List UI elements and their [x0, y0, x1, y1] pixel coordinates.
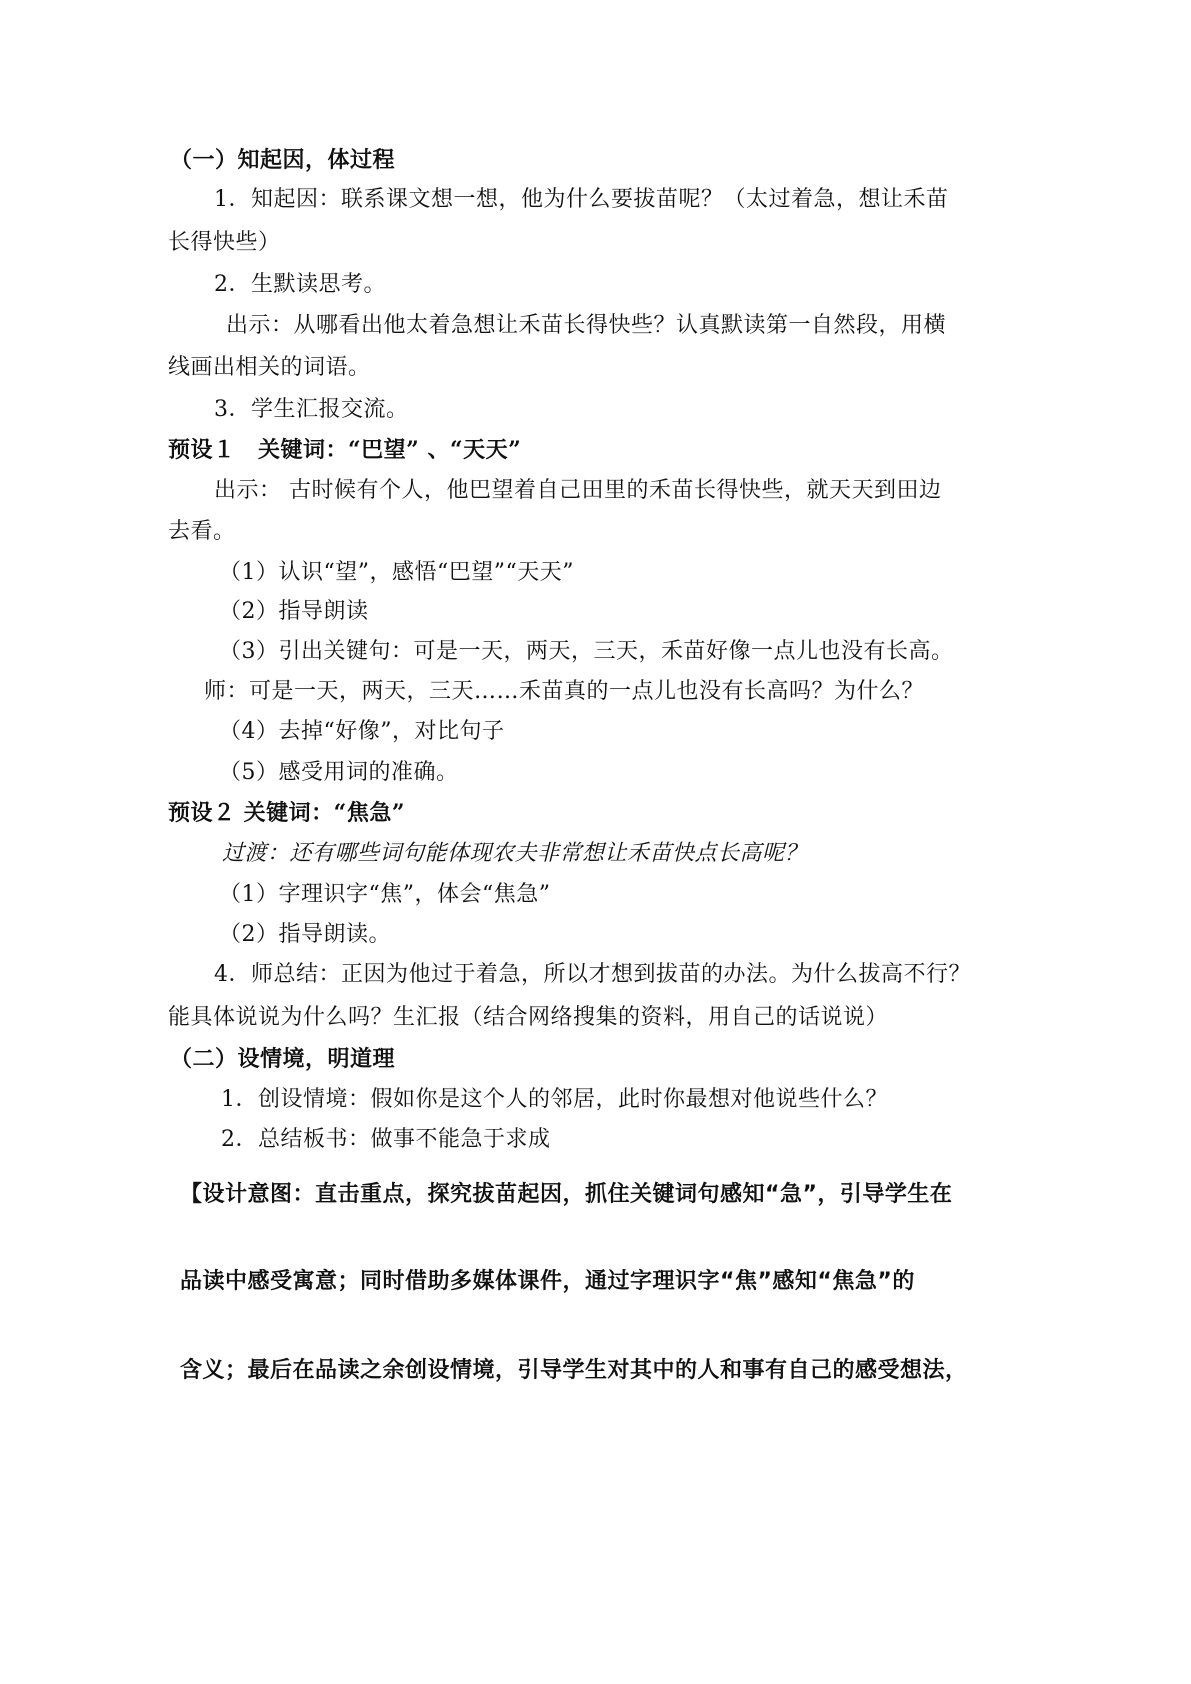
preset1-item5: （5）感受用词的准确。	[219, 760, 459, 785]
preset2-item2: （2）指导朗读。	[219, 922, 391, 947]
design-note-line2: 品读中感受寓意；同时借助多媒体课件，通过字理识字“焦”感知“焦急”的	[180, 1269, 915, 1294]
preset1-item4: （4）去掉“好像”，对比句子	[219, 719, 505, 744]
step2: 2．生默读思考。	[214, 272, 386, 297]
preset2-heading: 预设２ 关键词：“焦急”	[168, 800, 405, 826]
step4-line2: 能具体说说为什么吗？生汇报（结合网络搜集的资料，用自己的话说说）	[168, 1005, 889, 1030]
show1-line2: 线画出相关的词语。	[168, 355, 371, 380]
show1-line1: 出示：从哪看出他太着急想让禾苗长得快些？认真默读第一自然段，用横	[226, 313, 947, 338]
step4-line1: 4．师总结：正因为他过于着急，所以才想到拔苗的办法。为什么拔高不行？	[214, 962, 971, 987]
step1-line2: 长得快些）	[168, 230, 281, 255]
step1-line1: 1．知起因：联系课文想一想，他为什么要拔苗呢？（太过着急，想让禾苗	[214, 187, 949, 212]
show2-line2: 去看。	[168, 519, 236, 544]
preset1-item2: （2）指导朗读	[219, 599, 369, 624]
preset2-item1: （1）字理识字“焦”，体会“焦急”	[219, 882, 551, 907]
section2-step2: 2．总结板书：做事不能急于求成	[221, 1127, 551, 1152]
preset1-item1: （1）认识“望”，感悟“巴望”“天天”	[219, 560, 574, 585]
transition-text: 过渡：还有哪些词句能体现农夫非常想让禾苗快点长高呢？	[222, 841, 808, 866]
preset1-item3: （3）引出关键句：可是一天，两天，三天，禾苗好像一点儿也没有长高。	[219, 639, 954, 664]
design-note-line1: 【设计意图：直击重点，探究拔苗起因，抓住关键词句感知“急”，引导学生在	[180, 1182, 953, 1207]
section2-step1: 1．创设情境：假如你是这个人的邻居，此时你最想对他说些什么？	[221, 1087, 888, 1112]
section1-heading: （一）知起因，体过程	[170, 147, 396, 173]
show2-line1: 出示： 古时候有个人，他巴望着自己田里的禾苗长得快些，就天天到田边	[214, 478, 942, 503]
design-note-line3: 含义；最后在品读之余创设情境，引导学生对其中的人和事有自己的感受想法，	[180, 1358, 968, 1383]
step3: 3．学生汇报交流。	[214, 397, 409, 422]
preset1-heading: 预设１ 关键词：“巴望” 、“天天”	[168, 437, 522, 463]
section2-heading: （二）设情境，明道理	[170, 1046, 396, 1072]
teacher-question: 师：可是一天，两天，三天……禾苗真的一点儿也没有长高吗？为什么？	[204, 679, 925, 704]
